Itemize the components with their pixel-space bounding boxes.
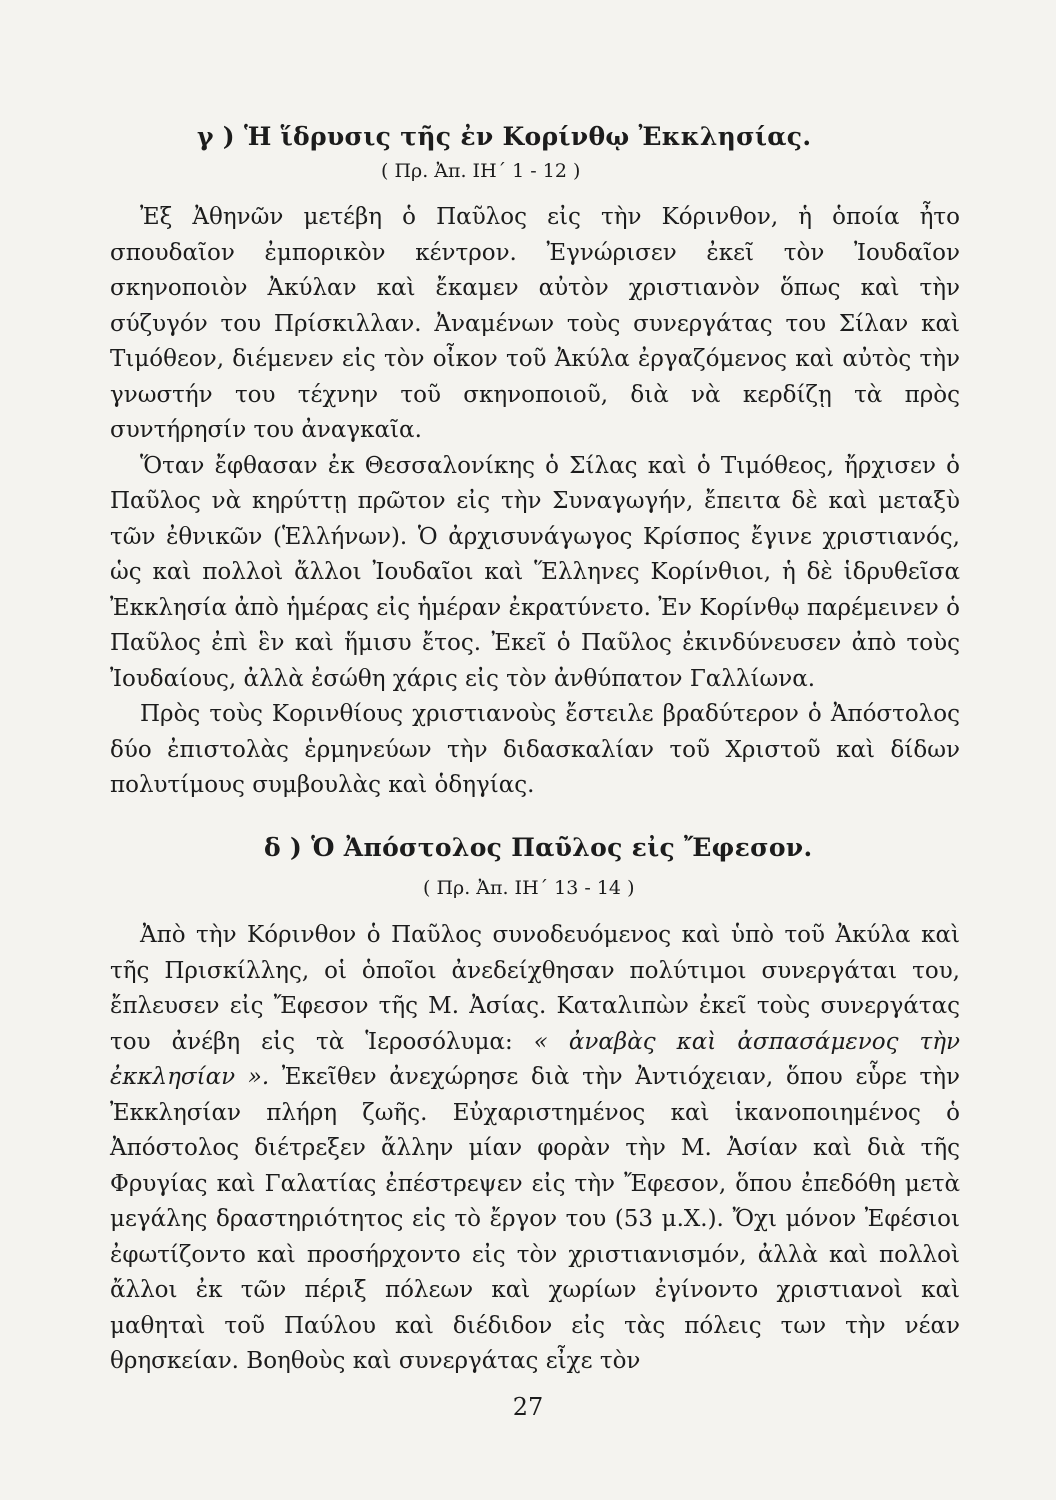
section-d-text-part-2: Ἐκεῖθεν ἀνεχώρησε διὰ τὴν Ἀντιόχειαν, ὅπου εὗρε τὴν Ἐκκλησίαν πλήρη ζωῆς. Εὐχαριστημένος καὶ ἱκανοποιημένος ὁ Ἀπόστολος διέτρεξεν ἄλλην μίαν φορὰν τὴν Μ. Ἀσίαν καὶ διὰ τῆς Φρυγίας καὶ Γαλατίας ἐπέστρεψεν εἰς τὴν Ἔφεσον, ὅπου ἐπεδόθη μετὰ μεγάλης δραστηριότητος εἰς τὸ ἔργον του (53 μ.Χ.). Ὄχι μόνον Ἐφέσιοι ἐφωτίζοντο καὶ προσήρχοντο εἰς τὸν χριστιανισμόν, ἀλλὰ καὶ πολλοὶ ἄλλοι ἐκ τῶν πέριξ πόλεων καὶ χωρίων ἐγίνοντο χριστιανοὶ καὶ μαθηταὶ τοῦ Παύλου καὶ διέδιδον εἰς τὰς πόλεις των τὴν νέαν θρησκείαν. Βοηθοὺς καὶ συνεργάτας εἶχε τὸν	[110, 1064, 960, 1374]
section-c-body	[110, 200, 960, 804]
section-c-reference: ( Πρ. Ἀπ. ΙΗ΄ 1 - 12 )	[381, 160, 581, 182]
page-number: 27	[512, 1393, 544, 1421]
section-c-paragraph-3: Πρὸς τοὺς Κορινθίους χριστιανοὺς ἔστειλε βραδύτερον ὁ Ἀπόστολος δύο ἐπιστολὰς ἑρμηνεύων τὴν διδασκαλίαν τοῦ Χριστοῦ καὶ δίδων πολυτίμους συμβουλὰς καὶ ὁδηγίας.	[110, 701, 960, 798]
section-d-quote: « ἀναβὰς καὶ ἀσπασάμενος τὴν ἐκκλησίαν ».	[110, 1028, 960, 1090]
section-d-body	[110, 918, 960, 1380]
section-c-heading: γ ) Ἡ ἵδρυσις τῆς ἐν Κορίνθῳ Ἐκκλησίας.	[197, 122, 812, 151]
section-d-reference: ( Πρ. Ἀπ. ΙΗ΄ 13 - 14 )	[423, 877, 635, 899]
section-c-paragraph-1: Ἐξ Ἀθηνῶν μετέβη ὁ Παῦλος εἰς τὴν Κόρινθον, ἡ ὁποία ἦτο σπουδαῖον ἐμπορικὸν κέντρον. Ἐγνώρισεν ἐκεῖ τὸν Ἰουδαῖον σκηνοποιὸν Ἀκύλαν καὶ ἔκαμεν αὐτὸν χριστιανὸν ὅπως καὶ τὴν σύζυγόν του Πρίσκιλλαν. Ἀναμένων τοὺς συνεργάτας του Σίλαν καὶ Τιμόθεον, διέμενεν εἰς τὸν οἶκον τοῦ Ἀκύλα ἐργαζόμενος καὶ αὐτὸς τὴν γνωστήν του τέχνην τοῦ σκηνοποιοῦ, διὰ νὰ κερδίζῃ τὰ πρὸς συντήρησίν του ἀναγκαῖα.	[110, 204, 960, 443]
section-c-paragraph-2: Ὅταν ἔφθασαν ἐκ Θεσσαλονίκης ὁ Σίλας καὶ ὁ Τιμόθεος, ἤρχισεν ὁ Παῦλος νὰ κηρύττῃ πρῶτον εἰς τὴν Συναγωγήν, ἔπειτα δὲ καὶ μεταξὺ τῶν ἐθνικῶν (Ἑλλήνων). Ὁ ἀρχισυνάγωγος Κρίσπος ἔγινε χριστιανός, ὡς καὶ πολλοὶ ἄλλοι Ἰουδαῖοι καὶ Ἕλληνες Κορίνθιοι, ἡ δὲ ἱδρυθεῖσα Ἐκκλησία ἀπὸ ἡμέρας εἰς ἡμέραν ἐκρατύνετο. Ἐν Κορίνθῳ παρέμεινεν ὁ Παῦλος ἐπὶ ἓν καὶ ἥμισυ ἔτος. Ἐκεῖ ὁ Παῦλος ἐκινδύνευσεν ἀπὸ τοὺς Ἰουδαίους, ἀλλὰ ἐσώθη χάρις εἰς τὸν ἀνθύπατον Γαλλίωνα.	[110, 452, 960, 692]
section-d-paragraph	[110, 918, 960, 1380]
section-d-heading: δ ) Ὁ Ἀπόστολος Παῦλος εἰς Ἔφεσον.	[264, 833, 813, 862]
section-d-text-part-1: Ἀπὸ τὴν Κόρινθον ὁ Παῦλος συνοδευόμενος καὶ ὑπὸ τοῦ Ἀκύλα καὶ τῆς Πρισκίλλης, οἱ ὁποῖοι ἀνεδείχθησαν πολύτιμοι συνεργάται του, ἔπλευσεν εἰς Ἔφεσον τῆς Μ. Ἀσίας. Καταλιπὼν ἐκεῖ τοὺς συνεργάτας του ἀνέβη εἰς τὰ Ἱεροσόλυμα:	[110, 922, 960, 1055]
